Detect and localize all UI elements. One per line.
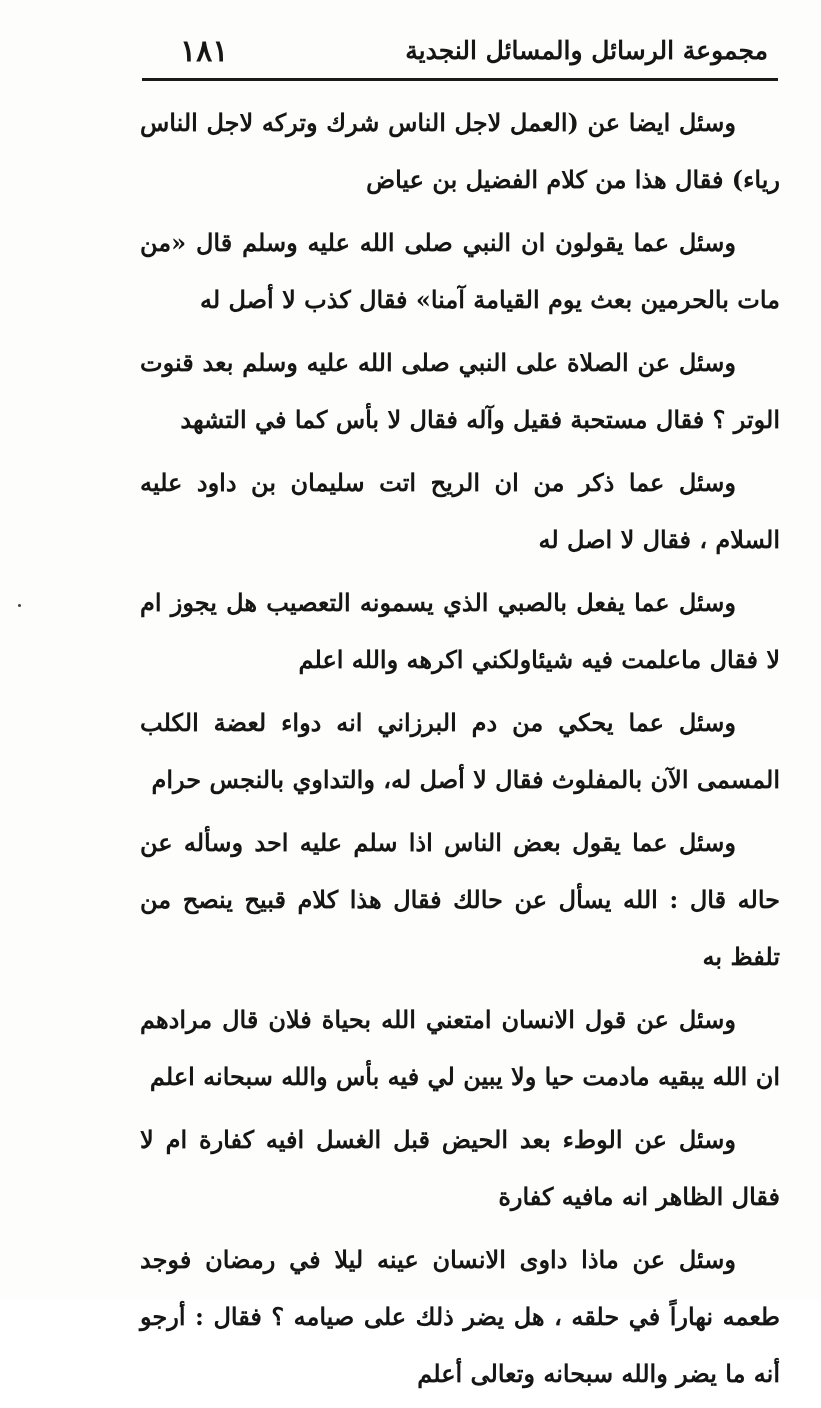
question-paragraph-9: وسئل عن الوطء بعد الحيض قبل الغسل افيه كفارة ام لا فقال الظاهر انه مافيه كفارة — [140, 1125, 780, 1211]
question-paragraph-4: وسئل عما ذكر من ان الريح اتت سليمان بن داود عليه السلام ، فقال لا اصل له — [140, 468, 780, 554]
question-paragraph-6: وسئل عما يحكي من دم البرزاني انه دواء لعضة الكلب المسمى الآن بالمفلوث فقال لا أصل له، والتداوي بالنجس حرام — [140, 708, 780, 794]
page-header — [142, 30, 778, 78]
question-paragraph-10: وسئل عن ماذا داوى الانسان عينه ليلا في رمضان فوجد طعمه نهاراً في حلقه ، هل يضر ذلك على صيامه ؟ فقال : أرجو أنه ما يضر والله سبحانه وتعالى أعلم — [140, 1245, 780, 1388]
question-paragraph-3: وسئل عن الصلاة على النبي صلى الله عليه وسلم بعد قنوت الوتر ؟ فقال مستحبة فقيل وآله فقال لا بأس كما في التشهد — [140, 348, 780, 434]
question-paragraph-2: وسئل عما يقولون ان النبي صلى الله عليه وسلم قال «من مات بالحرمين بعث يوم القيامة آمنا» فقال كذب لا أصل له — [140, 228, 780, 314]
running-title: مجموعة الرسائل والمسائل النجدية — [405, 36, 768, 65]
paper-speck — [18, 604, 21, 607]
question-paragraph-8: وسئل عن قول الانسان امتعني الله بحياة فلان قال مرادهم ان الله يبقيه مادمت حيا ولا يبين لي فيه بأس والله سبحانه اعلم — [140, 1005, 780, 1091]
question-paragraph-7: وسئل عما يقول بعض الناس اذا سلم عليه احد وسأله عن حاله قال : الله يسأل عن حالك فقال هذا كلام قبيح ينصح من تلفظ به — [140, 828, 780, 971]
page-number: ١٨١ — [180, 34, 229, 69]
header-rule — [142, 78, 778, 81]
question-paragraph-5: وسئل عما يفعل بالصبي الذي يسمونه التعصيب هل يجوز ام لا فقال ماعلمت فيه شيئاولكني اكرهه والله اعلم — [140, 588, 780, 674]
body-text — [140, 94, 780, 1408]
question-paragraph-1: وسئل ايضا عن (العمل لاجل الناس شرك وتركه لاجل الناس رياء) فقال هذا من كلام الفضيل بن عياض — [140, 108, 780, 194]
